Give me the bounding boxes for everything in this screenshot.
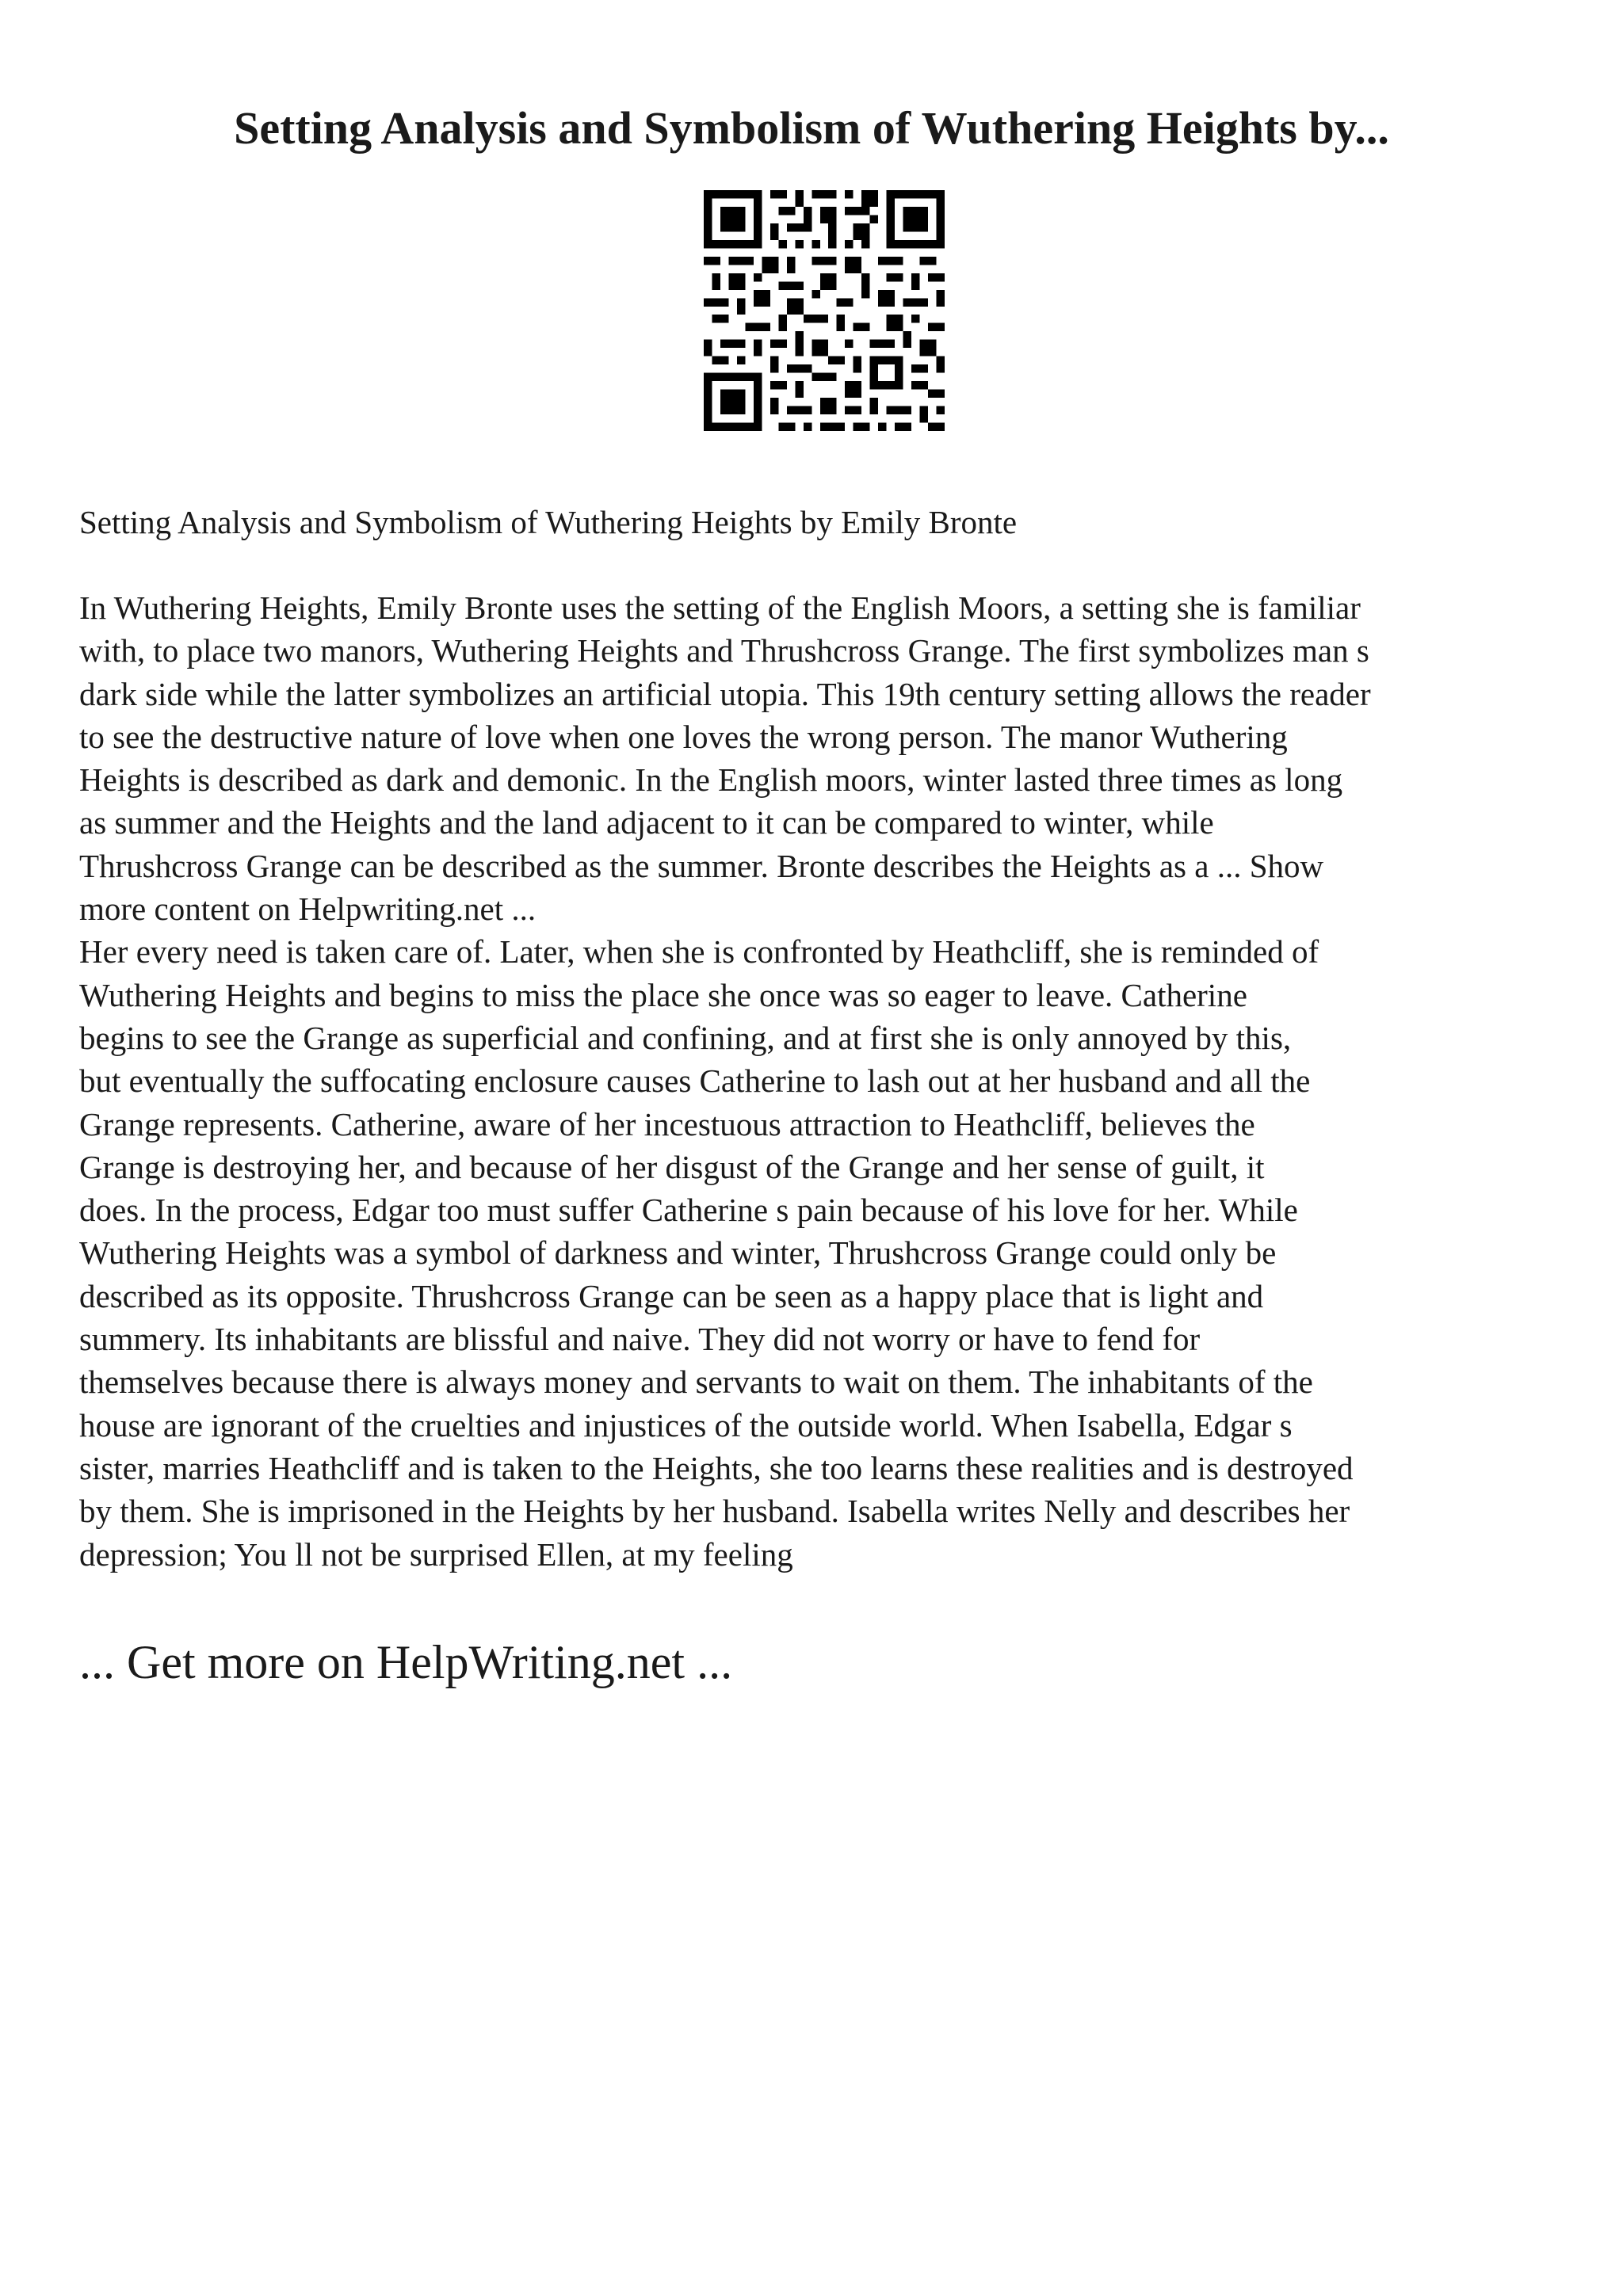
body-line: Heights is described as dark and demonic. In the English moors, winter lasted three times as long (79, 761, 1343, 799)
body-line: with, to place two manors, Wuthering Heights and Thrushcross Grange. The first symbolizes man s (79, 632, 1369, 669)
body-line: but eventually the suffocating enclosure causes Catherine to lash out at her husband and all the (79, 1062, 1311, 1100)
body-line: Her every need is taken care of. Later, when she is confronted by Heathcliff, she is reminded of (79, 933, 1319, 971)
body-line: Grange is destroying her, and because of her disgust of the Grange and her sense of guilt, it (79, 1148, 1265, 1185)
body-line: described as its opposite. Thrushcross Grange can be seen as a happy place that is light and (79, 1277, 1264, 1314)
body-line: to see the destructive nature of love when one loves the wrong person. The manor Wuthering (79, 718, 1288, 755)
body-line: Thrushcross Grange can be described as the summer. Bronte describes the Heights as a ... Show (79, 847, 1324, 884)
body-line: more content on Helpwriting.net ... (79, 891, 537, 928)
body-line: house are ignorant of the cruelties and injustices of the outside world. When Isabella, Edgar s (79, 1406, 1293, 1444)
body-line: does. In the process, Edgar too must suffer Catherine s pain because of his love for her. While (79, 1192, 1298, 1229)
body-line: Wuthering Heights was a symbol of darkness and winter, Thrushcross Grange could only be (79, 1234, 1277, 1272)
body-line: sister, marries Heathcliff and is taken to the Heights, she too learns these realities and is destroyed (79, 1449, 1354, 1486)
body-line: as summer and the Heights and the land adjacent to it can be compared to winter, while (79, 804, 1214, 841)
body-line: In Wuthering Heights, Emily Bronte uses the setting of the English Moors, a setting she is familiar (79, 589, 1361, 626)
body-line: dark side while the latter symbolizes an artificial utopia. This 19th century setting allows the reader (79, 675, 1371, 712)
body-line: by them. She is imprisoned in the Heights by her husband. Isabella writes Nelly and describes her (79, 1493, 1350, 1530)
body-line: Grange represents. Catherine, aware of her incestuous attraction to Heathcliff, believes the (79, 1105, 1255, 1142)
body-line: depression; You ll not be surprised Ellen, at my feeling (79, 1535, 793, 1573)
body-line: summery. Its inhabitants are blissful and naive. They did not worry or have to fend for (79, 1321, 1201, 1358)
qr-code-icon (704, 190, 945, 431)
document-body (79, 586, 1569, 1576)
body-line: themselves because there is always money and servants to wait on them. The inhabitants of the (79, 1363, 1313, 1401)
body-line: begins to see the Grange as superficial and confining, and at first she is only annoyed by this, (79, 1019, 1292, 1056)
page-title: Setting Analysis and Symbolism of Wuthering Heights by... (234, 102, 1389, 154)
document-subtitle: Setting Analysis and Symbolism of Wuthering Heights by Emily Bronte (79, 504, 1018, 540)
get-more-link[interactable]: ... Get more on HelpWriting.net ... (79, 1636, 733, 1688)
body-line: Wuthering Heights and begins to miss the place she once was so eager to leave. Catherine (79, 976, 1247, 1013)
